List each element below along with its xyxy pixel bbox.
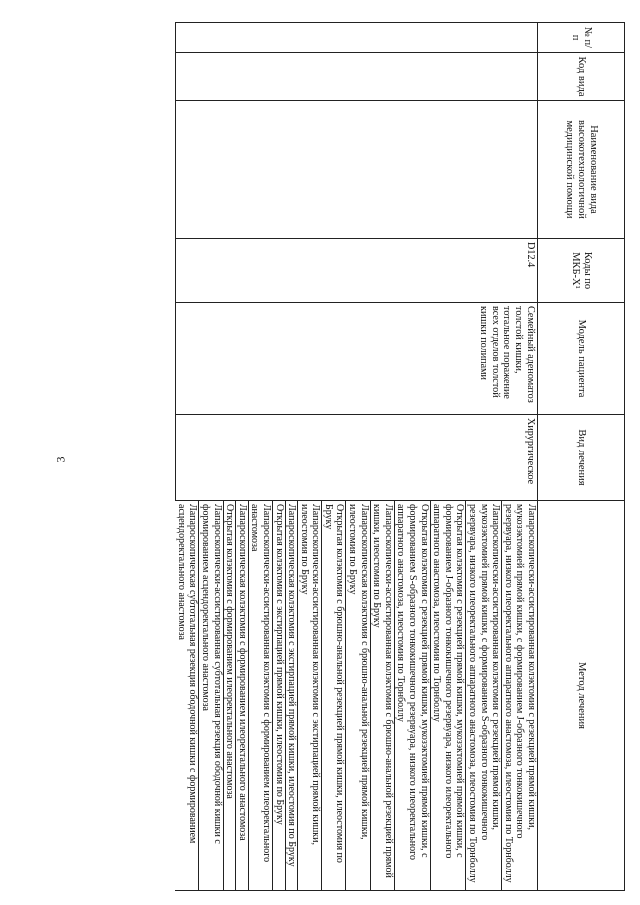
- header-type-code: Код вида: [538, 53, 625, 101]
- method-item: Открытая колэктомия с резекцией прямой кишки, мукозэктомией прямой кишки, с формированием J-образного тонкокишечного резервуара, низкого илеоректального аппаратного анастомоза, илеостомия по Торнболлу: [430, 501, 466, 891]
- page-number: 3: [53, 456, 68, 463]
- header-patient-model: Модель пациента: [538, 303, 625, 415]
- header-treatment-kind: Вид лечения: [538, 415, 625, 501]
- cell-patient-model: Семейный аденоматоз толстой кишки, тотальное поражение всех отделов толстой кишки полипами: [175, 303, 537, 415]
- method-item: Открытая колэктомия с резекцией прямой кишки, мукозэктомией прямой кишки, с формированием S-образного тонкокишечного резервуара, низкого илеоректального аппаратного анастомоза, илеостомия по Торнболлу: [394, 501, 430, 891]
- method-item: Открытая колэктомия с экстирпацией прямой кишки, илеостомия по Бруку: [272, 501, 285, 891]
- header-icd-codes: Коды по МКБ-X¹: [538, 239, 625, 303]
- header-type-name: Наименование вида высокотехнологичной медицинской помощи: [538, 101, 625, 239]
- method-item: Открытая колэктомия с брюшно-анальной резекцией прямой кишки, илеостомия по Бруку: [322, 501, 346, 891]
- method-item: Лапароскопическая субтотальная резекция ободочной кишки с формированием асцендоректального анастомоза: [175, 501, 199, 891]
- cell-num: [175, 23, 537, 53]
- method-item: Открытая колэктомия с формированием илеоректального анастомоза: [223, 501, 236, 891]
- header-row: [538, 23, 625, 891]
- method-item: Лапароскопическая колэктомия с брюшно-анальной резекцией прямой кишки, илеостомия по Бруку: [346, 501, 370, 891]
- method-item: Лапароскопически-ассистированная колэктомия с резекцией прямой кишки, мукозэктомией прямой кишки, с формированием J-образного тонкокишечного резервуара, низкого илеоректального аппаратного анастомоза, илеостомия по Торнболлу: [502, 501, 538, 891]
- method-item: Лапароскопически-ассистированная колэктомия с экстирпацией прямой кишки, илеостомия по Бруку: [298, 501, 322, 891]
- cell-treatment-kind: Хирургическое: [175, 415, 537, 501]
- table-row: [502, 23, 538, 891]
- header-method: Метод лечения: [538, 501, 625, 891]
- header-num: № п/п: [538, 23, 625, 53]
- rotated-table-container: [85, 22, 625, 890]
- cell-icd-codes: D12.4: [175, 239, 537, 303]
- cell-type-code: [175, 53, 537, 101]
- method-item: Лапароскопически-ассистированная колэктомия с резекцией прямой кишки, мукозэктомией прямой кишки, с формированием S-образного тонкокишечного резервуара, низкого илеоректального аппаратного анастомоза, илеостомия по Торнболлу: [466, 501, 502, 891]
- treatment-table: [175, 22, 625, 891]
- method-item: Лапароскопически-ассистированная колэктомия с формированием илеоректального анастомоза: [248, 501, 272, 891]
- method-item: Лапароскопическая колэктомия с формированием илеоректального анастомоза: [236, 501, 249, 891]
- method-item: Лапароскопическая колэктомия с экстирпацией прямой кишки, илеостомия по Бруку: [285, 501, 298, 891]
- method-item: Лапароскопически-ассистированная субтотальная резекция ободочной кишки с формированием асцендоректального анастомоза: [199, 501, 223, 891]
- cell-type-name: [175, 101, 537, 239]
- method-item: Лапароскопически-ассистированная колэктомия с брюшно-анальной резекцией прямой кишки, илеостомия по Бруку: [370, 501, 394, 891]
